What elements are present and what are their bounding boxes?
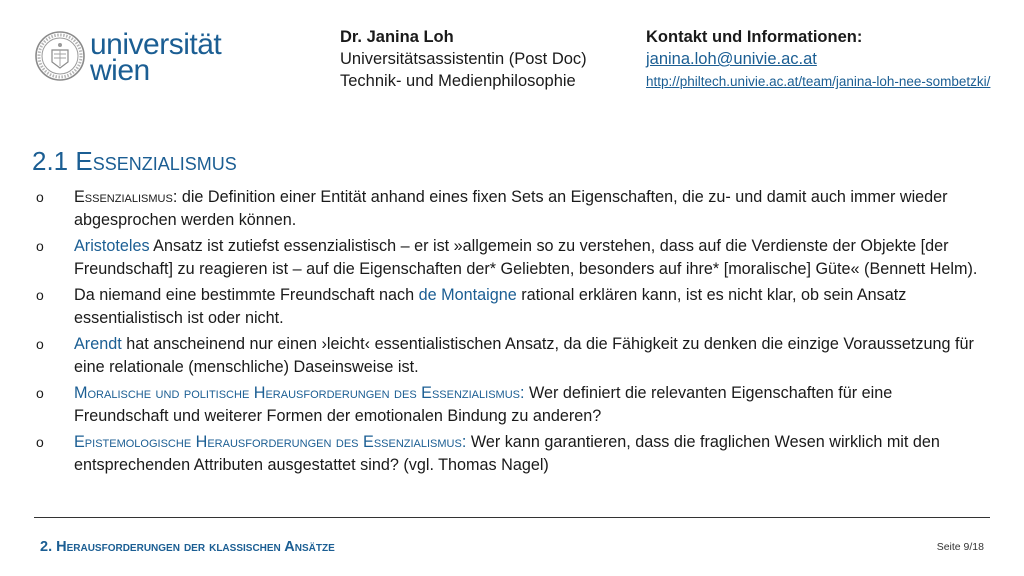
bullet-term: Essenzialismus xyxy=(74,188,173,206)
bullet-item-1 xyxy=(34,186,986,231)
person-department: Technik- und Medienphilosophie xyxy=(340,72,576,90)
bullet-marker: o xyxy=(36,287,44,303)
university-logo xyxy=(34,30,234,92)
bullet-item-5 xyxy=(34,382,986,427)
bullet-item-4 xyxy=(34,333,986,378)
bullet-marker: o xyxy=(36,238,44,254)
bullet-marker: o xyxy=(36,189,44,205)
bullet-item-3 xyxy=(34,284,986,329)
contact-title: Kontakt und Informationen: xyxy=(646,28,863,46)
header-person xyxy=(340,26,587,92)
bullet-text: Wer kann garantieren, dass die fraglichen Wesen wirklich mit den entsprechenden Attributen ausgestattet sind? (vgl. Thomas Nagel) xyxy=(74,433,940,474)
logo-line-1: universität xyxy=(90,28,222,61)
bullet-term: Moralische und politische Herausforderungen des Essenzialismus: xyxy=(74,384,525,402)
bullet-text: : die Definition einer Entität anhand eines fixen Sets an Eigenschaften, die zu- und damit auch immer wieder abgesprochen werden können. xyxy=(74,188,948,229)
page-number: Seite 9/18 xyxy=(936,541,984,553)
slide-title: 2.1 Essenzialismus xyxy=(32,146,237,176)
university-seal-icon xyxy=(34,30,86,82)
bullet-term: Arendt xyxy=(74,335,122,353)
logo-line-2: wien xyxy=(90,54,150,87)
bullet-marker: o xyxy=(36,336,44,352)
bullet-item-6 xyxy=(34,431,986,476)
email-link[interactable]: janina.loh@univie.ac.at xyxy=(646,50,817,68)
person-role: Universitätsassistentin (Post Doc) xyxy=(340,50,587,68)
bullet-list xyxy=(34,186,986,480)
bullet-text: hat anscheinend nur einen ›leicht‹ essentialistischen Ansatz, da die Fähigkeit zu denken die einzige Voraussetzung für eine relationale (menschliche) Daseinsweise ist. xyxy=(74,335,974,376)
bullet-text: Ansatz ist zutiefst essenzialistisch – er ist »allgemein so zu verstehen, dass auf die Verdienste der Objekte [der Freundschaft] zu reagieren ist – auf die Eigenschaften der* Geliebten, besonders auf ihre* [moralische] Güte« (Bennett Helm). xyxy=(74,237,978,278)
bullet-text-before: Da niemand eine bestimmte Freundschaft nach xyxy=(74,286,419,304)
bullet-marker: o xyxy=(36,434,44,450)
bullet-term: Aristoteles xyxy=(74,237,150,255)
bullet-term: Epistemologische Herausforderungen des Essenzialismus: xyxy=(74,433,467,451)
bullet-term: de Montaigne xyxy=(418,286,517,304)
footer-divider xyxy=(34,517,990,518)
footer-section-title: 2. Herausforderungen der klassischen Ansätze xyxy=(40,539,335,555)
website-link[interactable]: http://philtech.univie.ac.at/team/janina-loh-nee-sombetzki/ xyxy=(646,74,991,89)
header-contact xyxy=(646,26,990,93)
person-name: Dr. Janina Loh xyxy=(340,28,454,46)
bullet-text: Wer definiert die relevanten Eigenschaften für eine Freundschaft und weiterer Formen der emotionalen Bindung zu anderen? xyxy=(74,384,893,425)
logo-wordmark xyxy=(90,28,222,87)
bullet-text-after: rational erklären kann, ist es nicht klar, ob sein Ansatz essentialistisch ist oder nicht. xyxy=(74,286,907,327)
bullet-item-2 xyxy=(34,235,986,280)
bullet-marker: o xyxy=(36,385,44,401)
